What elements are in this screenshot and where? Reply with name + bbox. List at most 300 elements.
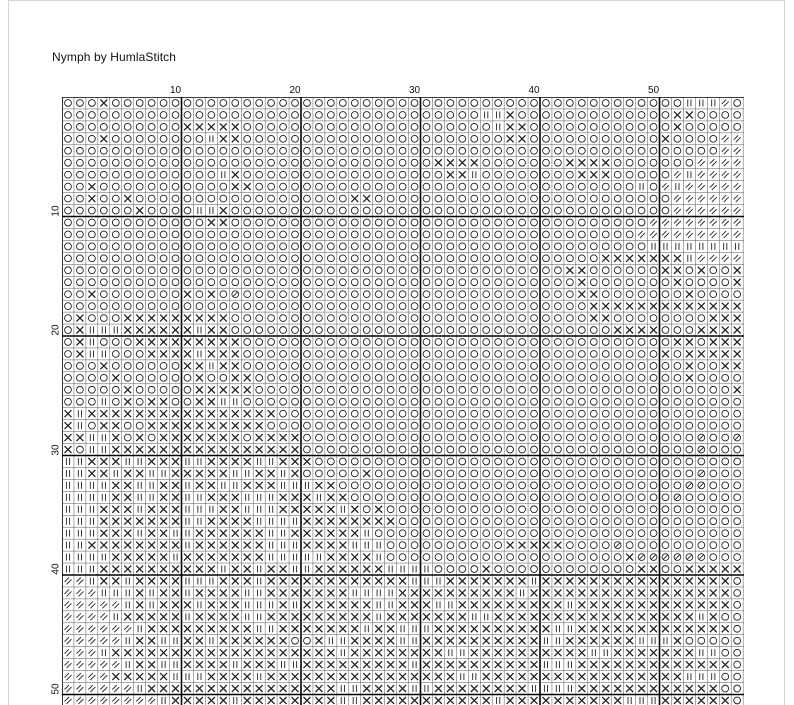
symbol-circle <box>614 243 621 250</box>
symbol-cross <box>375 697 382 704</box>
symbol-circle <box>471 279 478 286</box>
symbol-circle <box>650 422 657 429</box>
symbol-double-bar <box>353 542 356 549</box>
symbol-circle <box>77 231 84 238</box>
symbol-circle <box>100 159 107 166</box>
symbol-circle <box>112 183 119 190</box>
symbol-circle <box>555 291 562 298</box>
symbol-circle <box>387 374 394 381</box>
symbol-circle <box>602 267 609 274</box>
symbol-circle <box>160 123 167 130</box>
symbol-circle <box>483 123 490 130</box>
symbol-cross <box>304 697 311 704</box>
symbol-circle <box>363 482 370 489</box>
symbol-double-bar <box>258 506 261 513</box>
symbol-cross <box>698 625 705 632</box>
symbol-circle <box>339 458 346 465</box>
symbol-circle <box>244 147 251 154</box>
symbol-circle <box>77 147 84 154</box>
symbol-circle <box>351 100 358 107</box>
symbol-circle <box>411 100 418 107</box>
symbol-circle <box>507 183 514 190</box>
symbol-cross <box>244 661 251 668</box>
symbol-circle <box>327 207 334 214</box>
symbol-circle <box>734 100 741 107</box>
symbol-circle <box>698 112 705 119</box>
symbol-circle <box>531 482 538 489</box>
symbol-cross <box>519 542 526 549</box>
symbol-circle <box>316 243 323 250</box>
symbol-circle <box>256 279 263 286</box>
symbol-cross <box>590 291 597 298</box>
symbol-circle <box>387 207 394 214</box>
symbol-circle <box>650 112 657 119</box>
symbol-cross <box>220 410 227 417</box>
symbol-cross <box>172 482 179 489</box>
symbol-double-bar <box>90 554 93 561</box>
symbol-circle <box>88 267 95 274</box>
symbol-circle <box>471 530 478 537</box>
symbol-cross <box>124 410 131 417</box>
symbol-cross <box>148 339 155 346</box>
column-label: 10 <box>169 85 182 96</box>
symbol-circle <box>698 637 705 644</box>
symbol-circle <box>351 135 358 142</box>
symbol-cross <box>531 625 538 632</box>
symbol-diagonal <box>698 159 705 166</box>
symbol-circle <box>339 291 346 298</box>
symbol-circle <box>363 147 370 154</box>
symbol-cross <box>124 649 131 656</box>
symbol-cross <box>184 625 191 632</box>
symbol-circle <box>471 183 478 190</box>
symbol-circle <box>387 135 394 142</box>
symbol-cross <box>124 506 131 513</box>
symbol-circle <box>447 386 454 393</box>
symbol-circle <box>483 267 490 274</box>
symbol-diagonal <box>112 637 119 644</box>
symbol-cross <box>710 601 717 608</box>
symbol-double-bar <box>174 661 177 668</box>
symbol-circle <box>590 398 597 405</box>
symbol-cross <box>244 578 251 585</box>
symbol-double-bar <box>377 601 380 608</box>
symbol-cross <box>100 470 107 477</box>
symbol-circle <box>292 374 299 381</box>
symbol-circle <box>232 231 239 238</box>
symbol-circle-slash <box>734 434 741 441</box>
symbol-cross <box>626 578 633 585</box>
symbol-double-bar <box>138 685 141 692</box>
symbol-circle <box>471 315 478 322</box>
symbol-circle <box>734 410 741 417</box>
symbol-diagonal <box>734 231 741 238</box>
symbol-cross <box>447 685 454 692</box>
symbol-circle <box>662 327 669 334</box>
symbol-circle <box>435 123 442 130</box>
symbol-circle <box>399 327 406 334</box>
symbol-circle-slash <box>686 482 693 489</box>
symbol-circle <box>196 135 203 142</box>
symbol-circle <box>268 267 275 274</box>
symbol-circle <box>112 100 119 107</box>
symbol-circle <box>734 506 741 513</box>
symbol-cross <box>315 685 322 692</box>
symbol-circle <box>519 279 526 286</box>
symbol-circle <box>184 195 191 202</box>
symbol-circle <box>638 530 645 537</box>
symbol-double-bar <box>78 518 81 525</box>
symbol-circle <box>244 362 251 369</box>
symbol-cross <box>734 566 741 573</box>
symbol-circle <box>327 458 334 465</box>
symbol-cross <box>220 673 227 680</box>
symbol-circle <box>447 506 454 513</box>
symbol-circle <box>327 279 334 286</box>
symbol-circle <box>447 494 454 501</box>
symbol-cross <box>686 685 693 692</box>
symbol-cross <box>363 470 370 477</box>
symbol-circle <box>459 494 466 501</box>
symbol-circle <box>232 159 239 166</box>
column-label: 30 <box>408 85 421 96</box>
symbol-cross <box>650 673 657 680</box>
symbol-cross <box>674 339 681 346</box>
symbol-double-bar <box>102 649 105 656</box>
symbol-cross <box>578 637 585 644</box>
symbol-circle <box>590 255 597 262</box>
symbol-circle <box>375 386 382 393</box>
symbol-circle <box>77 159 84 166</box>
symbol-circle <box>136 303 143 310</box>
symbol-circle <box>710 374 717 381</box>
symbol-cross <box>710 303 717 310</box>
symbol-circle <box>674 518 681 525</box>
symbol-cross <box>531 613 538 620</box>
symbol-cross <box>722 362 729 369</box>
symbol-cross <box>638 601 645 608</box>
symbol-circle <box>578 147 585 154</box>
symbol-circle <box>459 195 466 202</box>
symbol-cross <box>160 398 167 405</box>
symbol-cross <box>686 350 693 357</box>
symbol-circle <box>710 112 717 119</box>
symbol-circle <box>196 195 203 202</box>
symbol-cross <box>650 601 657 608</box>
symbol-circle <box>638 291 645 298</box>
symbol-circle-slash <box>614 542 621 549</box>
symbol-cross <box>208 470 215 477</box>
symbol-circle <box>566 482 573 489</box>
symbol-circle <box>351 410 358 417</box>
symbol-cross <box>124 518 131 525</box>
symbol-circle <box>88 422 95 429</box>
symbol-circle <box>351 494 358 501</box>
symbol-cross <box>160 482 167 489</box>
symbol-cross <box>196 410 203 417</box>
symbol-circle <box>495 315 502 322</box>
symbol-circle <box>220 374 227 381</box>
symbol-double-bar <box>652 697 655 704</box>
symbol-cross <box>160 315 167 322</box>
symbol-cross <box>327 554 334 561</box>
symbol-circle <box>519 231 526 238</box>
symbol-circle <box>698 518 705 525</box>
symbol-cross <box>315 613 322 620</box>
symbol-cross <box>112 649 119 656</box>
symbol-cross <box>435 625 442 632</box>
symbol-cross <box>710 685 717 692</box>
symbol-cross <box>280 637 287 644</box>
symbol-cross <box>351 195 358 202</box>
symbol-circle <box>722 482 729 489</box>
symbol-circle <box>531 362 538 369</box>
symbol-cross <box>327 589 334 596</box>
symbol-cross <box>172 542 179 549</box>
symbol-circle <box>471 518 478 525</box>
symbol-circle <box>566 112 573 119</box>
symbol-cross <box>447 589 454 596</box>
symbol-circle <box>136 351 143 358</box>
symbol-circle <box>375 351 382 358</box>
symbol-circle <box>495 327 502 334</box>
symbol-circle <box>543 315 550 322</box>
symbol-circle <box>734 422 741 429</box>
symbol-cross <box>208 589 215 596</box>
symbol-circle <box>399 386 406 393</box>
symbol-circle <box>232 315 239 322</box>
symbol-cross <box>459 159 466 166</box>
symbol-circle <box>208 374 215 381</box>
symbol-cross <box>686 566 693 573</box>
symbol-circle <box>566 542 573 549</box>
symbol-circle <box>495 494 502 501</box>
symbol-circle <box>292 362 299 369</box>
symbol-circle <box>459 219 466 226</box>
symbol-circle <box>507 446 514 453</box>
symbol-cross <box>136 601 143 608</box>
symbol-circle <box>268 327 275 334</box>
symbol-circle <box>459 315 466 322</box>
symbol-double-bar <box>198 673 201 680</box>
symbol-cross <box>232 554 239 561</box>
symbol-circle <box>435 470 442 477</box>
symbol-circle <box>543 470 550 477</box>
symbol-cross <box>710 625 717 632</box>
symbol-cross <box>483 589 490 596</box>
symbol-circle <box>351 327 358 334</box>
symbol-circle <box>483 135 490 142</box>
symbol-circle <box>316 112 323 119</box>
symbol-circle <box>292 255 299 262</box>
symbol-circle <box>483 147 490 154</box>
symbol-circle <box>543 171 550 178</box>
symbol-cross <box>280 506 287 513</box>
symbol-double-bar <box>270 458 273 465</box>
symbol-diagonal <box>686 231 693 238</box>
symbol-circle <box>543 351 550 358</box>
symbol-diagonal <box>76 589 83 596</box>
symbol-circle <box>483 327 490 334</box>
symbol-circle <box>626 530 633 537</box>
symbol-circle <box>483 506 490 513</box>
symbol-circle <box>268 147 275 154</box>
symbol-diagonal <box>650 231 657 238</box>
symbol-circle <box>483 255 490 262</box>
symbol-circle <box>459 434 466 441</box>
symbol-circle <box>304 279 311 286</box>
symbol-circle <box>698 386 705 393</box>
symbol-circle <box>543 398 550 405</box>
symbol-cross <box>674 303 681 310</box>
symbol-circle <box>495 195 502 202</box>
symbol-circle <box>602 339 609 346</box>
symbol-circle <box>88 386 95 393</box>
row-label: 40 <box>50 563 62 575</box>
symbol-circle <box>351 398 358 405</box>
symbol-cross <box>172 697 179 704</box>
symbol-circle-slash <box>698 470 705 477</box>
symbol-cross <box>244 458 251 465</box>
symbol-circle <box>507 159 514 166</box>
symbol-circle <box>531 410 538 417</box>
symbol-circle <box>196 112 203 119</box>
symbol-circle <box>280 183 287 190</box>
symbol-circle <box>674 386 681 393</box>
symbol-circle <box>304 398 311 405</box>
symbol-double-bar <box>90 446 93 453</box>
symbol-cross <box>208 661 215 668</box>
symbol-circle <box>280 100 287 107</box>
symbol-cross <box>351 578 358 585</box>
symbol-cross <box>734 315 741 322</box>
symbol-double-bar <box>688 255 691 262</box>
symbol-double-bar <box>138 530 141 537</box>
symbol-circle <box>662 506 669 513</box>
symbol-double-bar <box>270 494 273 501</box>
symbol-circle <box>483 243 490 250</box>
symbol-double-bar <box>150 482 153 489</box>
symbol-circle <box>339 243 346 250</box>
symbol-circle <box>280 351 287 358</box>
symbol-circle <box>686 315 693 322</box>
symbol-circle <box>423 374 430 381</box>
symbol-circle <box>555 327 562 334</box>
symbol-circle <box>172 303 179 310</box>
symbol-double-bar <box>222 171 225 178</box>
symbol-circle <box>363 171 370 178</box>
symbol-circle <box>339 267 346 274</box>
symbol-circle <box>423 171 430 178</box>
symbol-circle <box>399 362 406 369</box>
symbol-cross <box>148 410 155 417</box>
symbol-circle <box>507 398 514 405</box>
symbol-cross <box>495 649 502 656</box>
symbol-cross <box>304 649 311 656</box>
symbol-cross <box>268 470 275 477</box>
symbol-double-bar <box>293 554 296 561</box>
symbol-cross <box>196 362 203 369</box>
symbol-circle <box>662 291 669 298</box>
symbol-circle <box>375 482 382 489</box>
symbol-circle <box>88 159 95 166</box>
symbol-circle <box>172 374 179 381</box>
symbol-circle <box>363 458 370 465</box>
symbol-diagonal <box>124 697 131 704</box>
symbol-cross <box>208 673 215 680</box>
symbol-circle <box>638 195 645 202</box>
symbol-circle <box>602 530 609 537</box>
symbol-circle <box>674 159 681 166</box>
symbol-cross <box>160 578 167 585</box>
symbol-cross <box>148 578 155 585</box>
symbol-circle <box>268 231 275 238</box>
symbol-circle <box>280 315 287 322</box>
symbol-cross <box>148 530 155 537</box>
symbol-double-bar <box>90 434 93 441</box>
symbol-cross <box>304 661 311 668</box>
symbol-circle <box>614 339 621 346</box>
symbol-circle <box>196 159 203 166</box>
symbol-double-bar <box>150 470 153 477</box>
row-label: 10 <box>50 204 62 217</box>
symbol-circle <box>316 135 323 142</box>
symbol-cross <box>160 422 167 429</box>
symbol-circle <box>124 267 131 274</box>
symbol-circle <box>662 494 669 501</box>
symbol-circle <box>602 542 609 549</box>
symbol-cross <box>686 625 693 632</box>
symbol-circle <box>674 506 681 513</box>
symbol-circle <box>614 100 621 107</box>
symbol-circle <box>244 219 251 226</box>
symbol-double-bar <box>724 243 727 250</box>
symbol-circle <box>578 554 585 561</box>
symbol-cross <box>136 637 143 644</box>
symbol-double-bar <box>126 637 129 644</box>
symbol-circle <box>459 351 466 358</box>
symbol-cross <box>232 637 239 644</box>
symbol-circle <box>65 374 72 381</box>
symbol-circle <box>292 231 299 238</box>
symbol-circle <box>698 398 705 405</box>
symbol-cross <box>160 601 167 608</box>
symbol-circle <box>112 243 119 250</box>
symbol-circle <box>507 100 514 107</box>
symbol-circle <box>614 112 621 119</box>
symbol-cross <box>578 649 585 656</box>
symbol-circle <box>519 351 526 358</box>
symbol-circle <box>471 434 478 441</box>
symbol-double-bar <box>317 494 320 501</box>
symbol-cross <box>531 637 538 644</box>
symbol-circle <box>614 147 621 154</box>
symbol-cross <box>220 494 227 501</box>
symbol-double-bar <box>437 578 440 585</box>
symbol-cross <box>435 685 442 692</box>
symbol-circle <box>100 231 107 238</box>
symbol-circle <box>722 112 729 119</box>
symbol-circle <box>77 135 84 142</box>
symbol-circle <box>674 422 681 429</box>
symbol-cross <box>590 315 597 322</box>
symbol-cross <box>734 303 741 310</box>
symbol-circle <box>483 458 490 465</box>
symbol-cross <box>327 649 334 656</box>
symbol-diagonal <box>674 231 681 238</box>
symbol-cross <box>208 697 215 704</box>
symbol-cross <box>638 685 645 692</box>
